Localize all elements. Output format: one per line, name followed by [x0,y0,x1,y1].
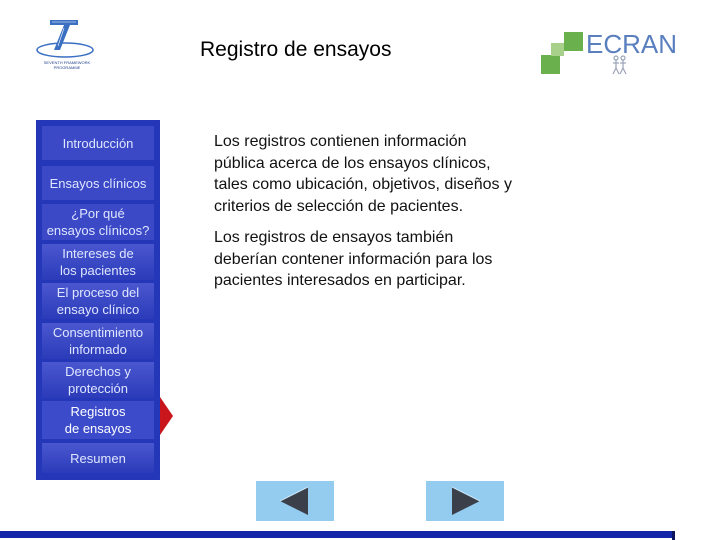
triangle-left-icon [256,481,334,521]
sidebar-item-registros[interactable]: Registros de ensayos [42,401,154,439]
sidebar-item-resumen[interactable]: Resumen [42,443,154,473]
sidebar-item-intereses[interactable]: Intereses de los pacientes [42,244,154,280]
sidebar-item-proceso[interactable]: El proceso del ensayo clínico [42,283,154,319]
main-content [214,131,514,302]
sidebar [36,120,160,480]
sidebar-item-derechos[interactable]: Derechos y protección [42,362,154,398]
bottom-bar [0,531,672,538]
sidebar-item-ensayos-clinicos[interactable]: Ensayos clínicos [42,166,154,200]
ecran-logo-text: ECRAN [586,29,678,59]
content-paragraph: Los registros de ensayos también deberían contener información para los pacientes interesados en participar. [214,229,493,289]
bottom-bar-shadow [672,531,675,540]
page-title: Registro de ensayos [200,38,392,61]
active-item-pointer [160,397,173,435]
sidebar-item-introduccion[interactable]: Introducción [42,126,154,160]
previous-button[interactable] [256,481,334,521]
content-paragraph: Los registros contienen información pública acerca de los ensayos clínicos, tales como ubicación, objetivos, diseños y criterios de selección de pacientes. [214,133,512,215]
ecran-logo [540,28,680,82]
sidebar-item-consentimiento[interactable]: Consentimiento informado [42,323,154,359]
next-button[interactable] [426,481,504,521]
sidebar-item-por-que[interactable]: ¿Por qué ensayos clínicos? [42,204,154,240]
triangle-right-icon [426,481,504,521]
fp7-logo-caption: SEVENTH FRAMEWORK PROGRAMME [43,60,91,70]
